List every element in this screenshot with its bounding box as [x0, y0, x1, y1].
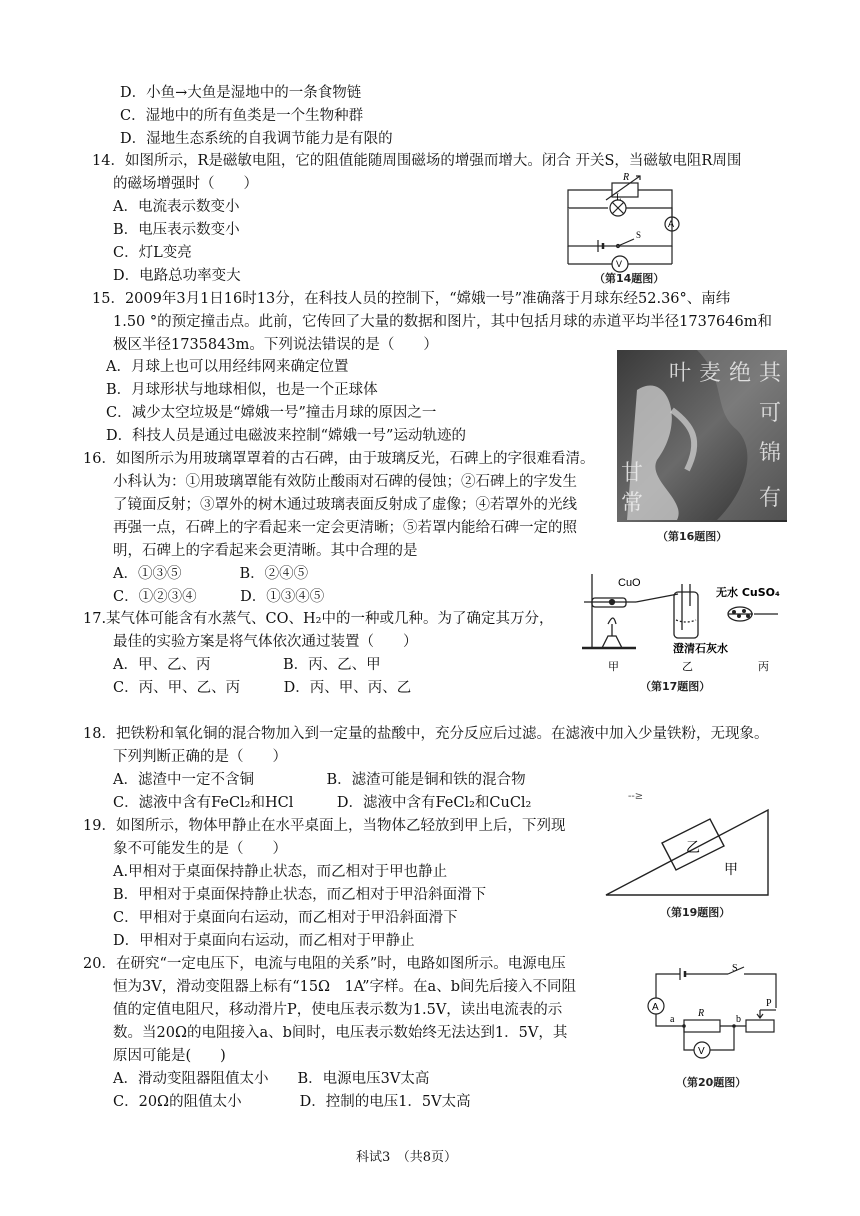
- q20-options-ab: A．滑动变阻器阻值太小 B．电源电压3V太高: [113, 1071, 430, 1087]
- figure-16-stele-photo: [617, 350, 787, 548]
- stele-char-6: 锦: [759, 441, 782, 466]
- fig20-label-b: b: [736, 1014, 741, 1025]
- figure-14-circuit: [558, 166, 688, 286]
- q16-stem-cont4: 明，石碑上的字看起来会更清晰。其中合理的是: [113, 543, 418, 559]
- figure-20-circuit: [640, 962, 790, 1098]
- figure-19-incline: [600, 800, 790, 926]
- q13-option-c: C．湿地中的所有鱼类是一个生物种群: [120, 108, 364, 124]
- fig17-label-cuo: CuO: [618, 577, 641, 589]
- q17-stem-cont: 最佳的实验方案是将气体依次通过装置（ ）: [113, 634, 418, 650]
- q16-stem-cont3: 再强一点，石碑上的字看起来一定会更清晰；⑤若罩内能给石碑一定的照: [113, 520, 577, 536]
- stele-char-4: 麦: [699, 361, 722, 386]
- stele-char-5: 叶: [669, 361, 692, 386]
- q17-options-ab: A．甲、乙、丙 B．丙、乙、甲: [113, 657, 381, 673]
- q18-options-ab: A．滤渣中一定不含铜 B．滤渣可能是铜和铁的混合物: [113, 772, 526, 788]
- q15-option-c: C．减少太空垃圾是“嫦娥一号”撞击月球的原因之一: [106, 405, 437, 421]
- q13-option-d: D．小鱼→大鱼是湿地中的一条食物链: [120, 85, 362, 101]
- q13-option-d2: D．湿地生态系统的自我调节能力是有限的: [120, 131, 393, 147]
- q15-option-b: B．月球形状与地球相似，也是一个正球体: [106, 382, 378, 398]
- fig20-voltmeter-v: V: [698, 1046, 705, 1057]
- fig17-label-anhydrous: 无水 CuSO₄: [716, 586, 780, 599]
- fig14-voltmeter-v: V: [616, 259, 623, 269]
- fig20-label-s: S: [732, 963, 738, 974]
- fig17-label-bing: 丙: [758, 660, 769, 673]
- q15-stem-cont: 1.50 °的预定撞击点。此前，它传回了大量的数据和图片，其中包括月球的赤道平均半径1737646m和: [113, 314, 772, 330]
- q19-stem-cont: 象不可能发生的是（ ）: [113, 841, 287, 857]
- q20-stem-cont: 恒为3V，滑动变阻器上标有“15Ω 1A”字样。在a、b间先后接入不同阻: [113, 979, 576, 995]
- q19-stem: 19．如图所示，物体甲静止在水平桌面上，当物体乙轻放到甲上后，下列现: [83, 818, 566, 834]
- q15-option-a: A．月球上也可以用经纬网来确定位置: [106, 359, 349, 375]
- q16-stem-cont2: 了镜面反射；③罩外的树木通过玻璃表面反射成了虚像；④若罩外的光线: [113, 497, 577, 513]
- q14-option-c: C．灯L变亮: [113, 245, 192, 261]
- q16-stem: 16．如图所示为用玻璃罩罩着的古石碑，由于玻璃反光，石碑上的字很难看清。: [83, 451, 595, 467]
- q18-stem-cont: 下列判断正确的是（ ）: [113, 749, 287, 765]
- q18-options-cd: C．滤液中含有FeCl₂和HCl D．滤液中含有FeCl₂和CuCl₂: [113, 795, 532, 811]
- q18-stem: 18．把铁粉和氧化铜的混合物加入到一定量的盐酸中，充分反应后过滤。在滤液中加入少量铁粉，无现象。: [83, 726, 769, 742]
- fig20-label-p: P: [766, 998, 772, 1009]
- fig19-label-jia: 甲: [724, 862, 738, 878]
- fig14-label-r: R: [623, 172, 630, 183]
- q20-stem-cont2: 值的定值电阻尺，移动滑片P，使电压表示数为1.5V，读出电流表的示: [113, 1002, 563, 1018]
- fig20-label-a: a: [670, 1014, 675, 1025]
- stele-char-7: 甘: [621, 461, 644, 486]
- stele-char-1: 绝: [729, 361, 752, 386]
- fig17-caption: （第17题图）: [640, 680, 711, 693]
- figure-17-apparatus: [578, 566, 788, 698]
- stray-mark: --≥: [628, 791, 644, 802]
- q17-options-cd: C．丙、甲、乙、丙 D．丙、甲、丙、乙: [113, 680, 412, 696]
- q14-option-d: D．电路总功率变大: [113, 268, 241, 284]
- q20-stem-cont4: 原因可能是( ): [113, 1048, 226, 1064]
- q16-options-cd: C．①②③④ D．①③④⑤: [113, 589, 325, 605]
- q15-stem-cont2: 极区半径1735843m。下列说法错误的是（ ）: [113, 337, 438, 353]
- fig17-label-yi: 乙: [682, 660, 693, 673]
- q20-stem-cont3: 数。当20Ω的电阻接入a、b间时，电压表示数始终无法达到1．5V，其: [113, 1025, 568, 1041]
- q14-stem-cont: 的磁场增强时（ ）: [113, 176, 258, 192]
- fig16-caption: （第16题图）: [657, 530, 728, 543]
- fig17-label-jia: 甲: [608, 660, 619, 673]
- q15-option-d: D．科技人员是通过电磁波来控制“嫦娥一号”运动轨迹的: [106, 428, 466, 444]
- q19-option-a: A.甲相对于桌面保持静止状态，而乙相对于甲也静止: [113, 864, 448, 880]
- q19-option-c: C．甲相对于桌面向右运动，而乙相对于甲沿斜面滑下: [113, 910, 458, 926]
- stele-char-3: 可: [759, 401, 782, 426]
- q16-stem-cont: 小科认为：①用玻璃罩能有效防止酸雨对石碑的侵蚀；②石碑上的字发生: [113, 474, 577, 490]
- q16-options-ab: A．①③⑤ B．②④⑤: [113, 566, 309, 582]
- fig17-label-limewater: 澄清石灰水: [673, 642, 728, 655]
- q17-stem: 17.某气体可能含有水蒸气、CO、H₂中的一种或几种。为了确定其万分，: [83, 611, 554, 627]
- fig14-ammeter-a: A: [668, 219, 675, 229]
- fig14-label-s: S: [636, 230, 642, 240]
- q14-option-b: B．电压表示数变小: [113, 222, 240, 238]
- fig20-label-r: R: [698, 1008, 705, 1019]
- fig20-caption: （第20题图）: [676, 1076, 747, 1089]
- stele-char-2: 其: [759, 361, 782, 386]
- q15-stem: 15．2009年3月1日16时13分，在科技人员的控制下，“嫦娥一号”准确落于月球东经52.36°、南纬: [92, 291, 731, 307]
- stele-char-9: 有: [759, 486, 782, 511]
- fig19-caption: （第19题图）: [660, 906, 731, 919]
- page-footer: 科试3 （共8页）: [356, 1150, 458, 1165]
- q14-stem: 14．如图所示，R是磁敏电阻，它的阻值能随周围磁场的增强而增大。闭合 开关S，当磁敏电阻R周围: [92, 153, 742, 169]
- q14-option-a: A．电流表示数变小: [113, 199, 240, 215]
- fig14-label-l: L: [616, 192, 622, 202]
- q20-stem: 20．在研究“一定电压下，电流与电阻的关系”时，电路如图所示。电源电压: [83, 956, 566, 972]
- q20-options-cd: C．20Ω的阻值太小 D．控制的电压1．5V太高: [113, 1094, 471, 1110]
- fig20-ammeter-a: A: [652, 1002, 659, 1013]
- stele-char-8: 常: [621, 491, 644, 516]
- q19-option-d: D．甲相对于桌面向右运动，而乙相对于甲静止: [113, 933, 415, 949]
- fig14-caption: （第14题图）: [594, 272, 665, 285]
- q19-option-b: B．甲相对于桌面保持静止状态，而乙相对于甲沿斜面滑下: [113, 887, 487, 903]
- fig19-label-yi: 乙: [686, 840, 700, 856]
